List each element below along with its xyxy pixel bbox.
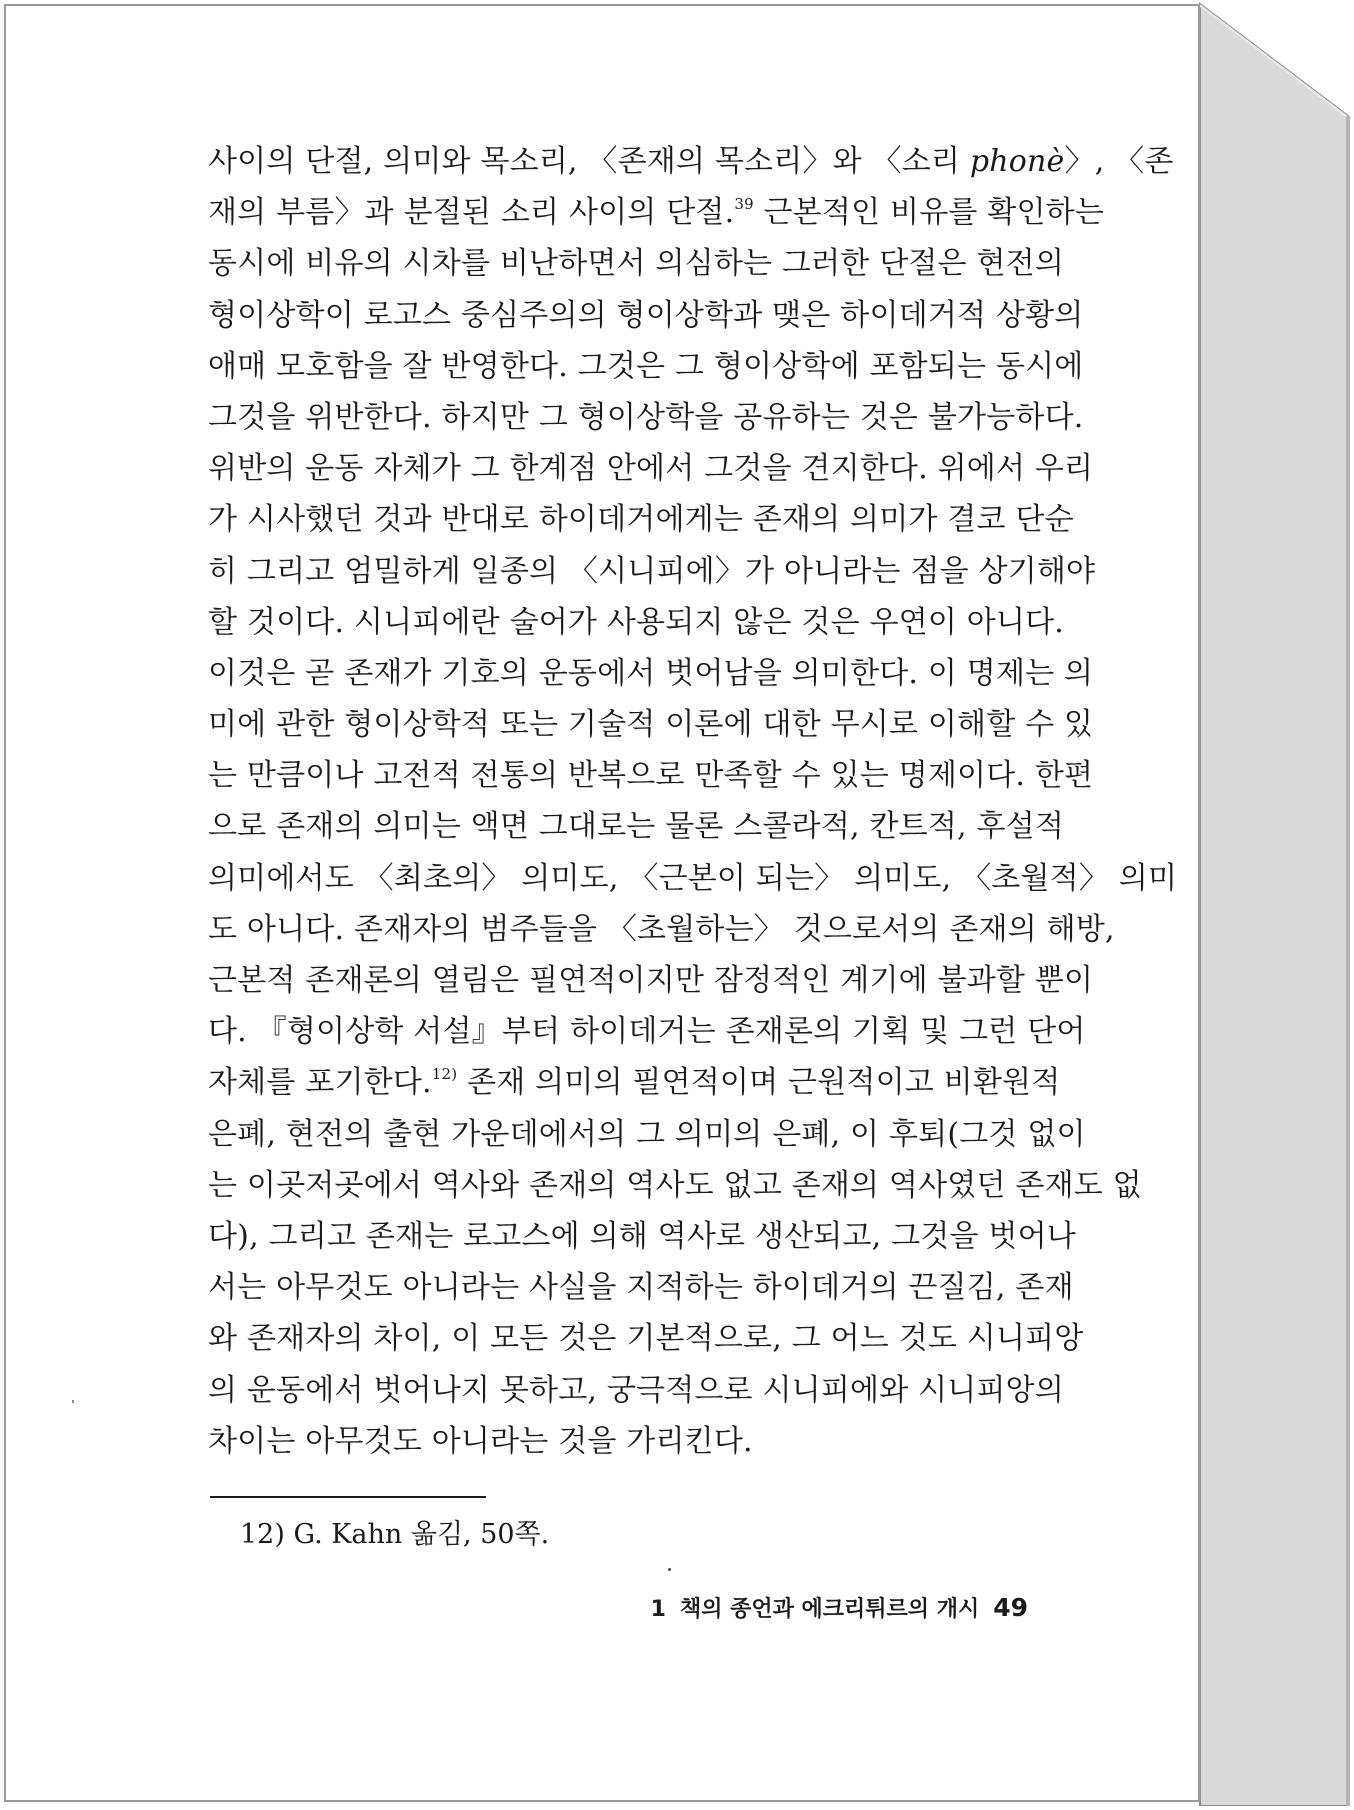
body-line-6: 그것을 위반한다. 하지만 그 형이상학을 공유하는 것은 불가능하다. bbox=[208, 399, 1084, 435]
body-line-19: 자체를 포기한다.$^{12)}$ 존재 의미의 필연적이며 근원적이고 비환원적 bbox=[208, 1065, 1061, 1101]
footnote-divider bbox=[210, 1496, 486, 1498]
body-line-18: 다. 『형이상학 서설』부터 하이데거는 존재론의 기획 및 그런 단어 bbox=[208, 1014, 1086, 1050]
footnote-ref-39: 39 bbox=[734, 195, 754, 214]
body-line-3: 동시에 비유의 시차를 비난하면서 의심하는 그러한 단절은 현전의 bbox=[208, 246, 1065, 282]
body-line-2: 재의 부름〉과 분절된 소리 사이의 단절.$^{39}$ 근본적인 비유를 확인하는 bbox=[208, 195, 1105, 231]
body-line-16: 도 아니다. 존재자의 범주들을 〈초월하는〉 것으로서의 존재의 해방, bbox=[208, 911, 1115, 947]
body-line-13: 는 만큼이나 고전적 전통의 반복으로 만족할 수 있는 명제이다. 한편 bbox=[208, 758, 1094, 794]
body-line-5: 애매 모호함을 잘 반영한다. 그것은 그 형이상학에 포함되는 동시에 bbox=[208, 348, 1084, 384]
chapter-title: 책의 종언과 에크리튀르의 개시 bbox=[679, 1597, 980, 1622]
body-line-1: 사이의 단절, 의미와 목소리, 〈존재의 목소리〉와 〈소리 phonè〉, 〈존 bbox=[208, 144, 1174, 179]
body-line-7: 위반의 운동 자체가 그 한계점 안에서 그것을 견지한다. 위에서 우리 bbox=[208, 451, 1094, 487]
footnote: 12) G. Kahn 옮김, 50쪽. bbox=[240, 1519, 550, 1550]
body-line-22: 다), 그리고 존재는 로고스에 의해 역사로 생산되고, 그것을 벗어나 bbox=[208, 1218, 1076, 1254]
body-line-25: 의 운동에서 벗어나지 못하고, 궁극적으로 시니피에와 시니피앙의 bbox=[208, 1372, 1065, 1408]
body-line-26: 차이는 아무것도 아니라는 것을 가리킨다. bbox=[208, 1423, 753, 1459]
body-line-8: 가 시사했던 것과 반대로 하이데거에게는 존재의 의미가 결코 단순 bbox=[208, 502, 1074, 538]
book-side-face bbox=[1200, 4, 1348, 1806]
body-line-4: 형이상학이 로고스 중심주의의 형이상학과 맺은 하이데거적 상황의 bbox=[208, 297, 1084, 333]
italic-term: phonè bbox=[969, 144, 1065, 179]
page-number: 49 bbox=[993, 1593, 1028, 1622]
body-line-17: 근본적 존재론의 열림은 필연적이지만 잠정적인 계기에 불과할 뿐이 bbox=[208, 963, 1094, 998]
body-line-21: 는 이곳저곳에서 역사와 존재의 역사도 없고 존재의 역사였던 존재도 없 bbox=[208, 1167, 1142, 1203]
body-line-10: 할 것이다. 시니피에란 술어가 사용되지 않은 것은 우연이 아니다. bbox=[208, 604, 1065, 640]
running-footer bbox=[600, 1592, 1028, 1623]
chapter-number: 1 bbox=[650, 1597, 666, 1622]
body-line-20: 은폐, 현전의 출현 가운데에서의 그 의미의 은폐, 이 후퇴(그것 없이 bbox=[208, 1116, 1086, 1152]
print-speck bbox=[668, 1568, 671, 1571]
body-line-23: 서는 아무것도 아니라는 사실을 지적하는 하이데거의 끈질김, 존재 bbox=[208, 1270, 1074, 1306]
body-line-14: 으로 존재의 의미는 액면 그대로는 물론 스콜라적, 칸트적, 후설적 bbox=[208, 809, 1065, 845]
body-text bbox=[208, 136, 1178, 1467]
margin-speck bbox=[72, 1400, 74, 1403]
footnote-ref-12: 12) bbox=[431, 1065, 458, 1084]
body-line-11: 이것은 곧 존재가 기호의 운동에서 벗어남을 의미한다. 이 명제는 의 bbox=[208, 655, 1094, 691]
body-line-24: 와 존재자의 차이, 이 모든 것은 기본적으로, 그 어느 것도 시니피앙 bbox=[208, 1321, 1084, 1357]
body-line-9: 히 그리고 엄밀하게 일종의 〈시니피에〉가 아니라는 점을 상기해야 bbox=[208, 553, 1096, 589]
body-line-12: 미에 관한 형이상학적 또는 기술적 이론에 대한 무시로 이해할 수 있 bbox=[208, 707, 1094, 743]
body-line-15: 의미에서도 〈최초의〉 의미도, 〈근본이 되는〉 의미도, 〈초월적〉 의미 bbox=[208, 860, 1178, 896]
